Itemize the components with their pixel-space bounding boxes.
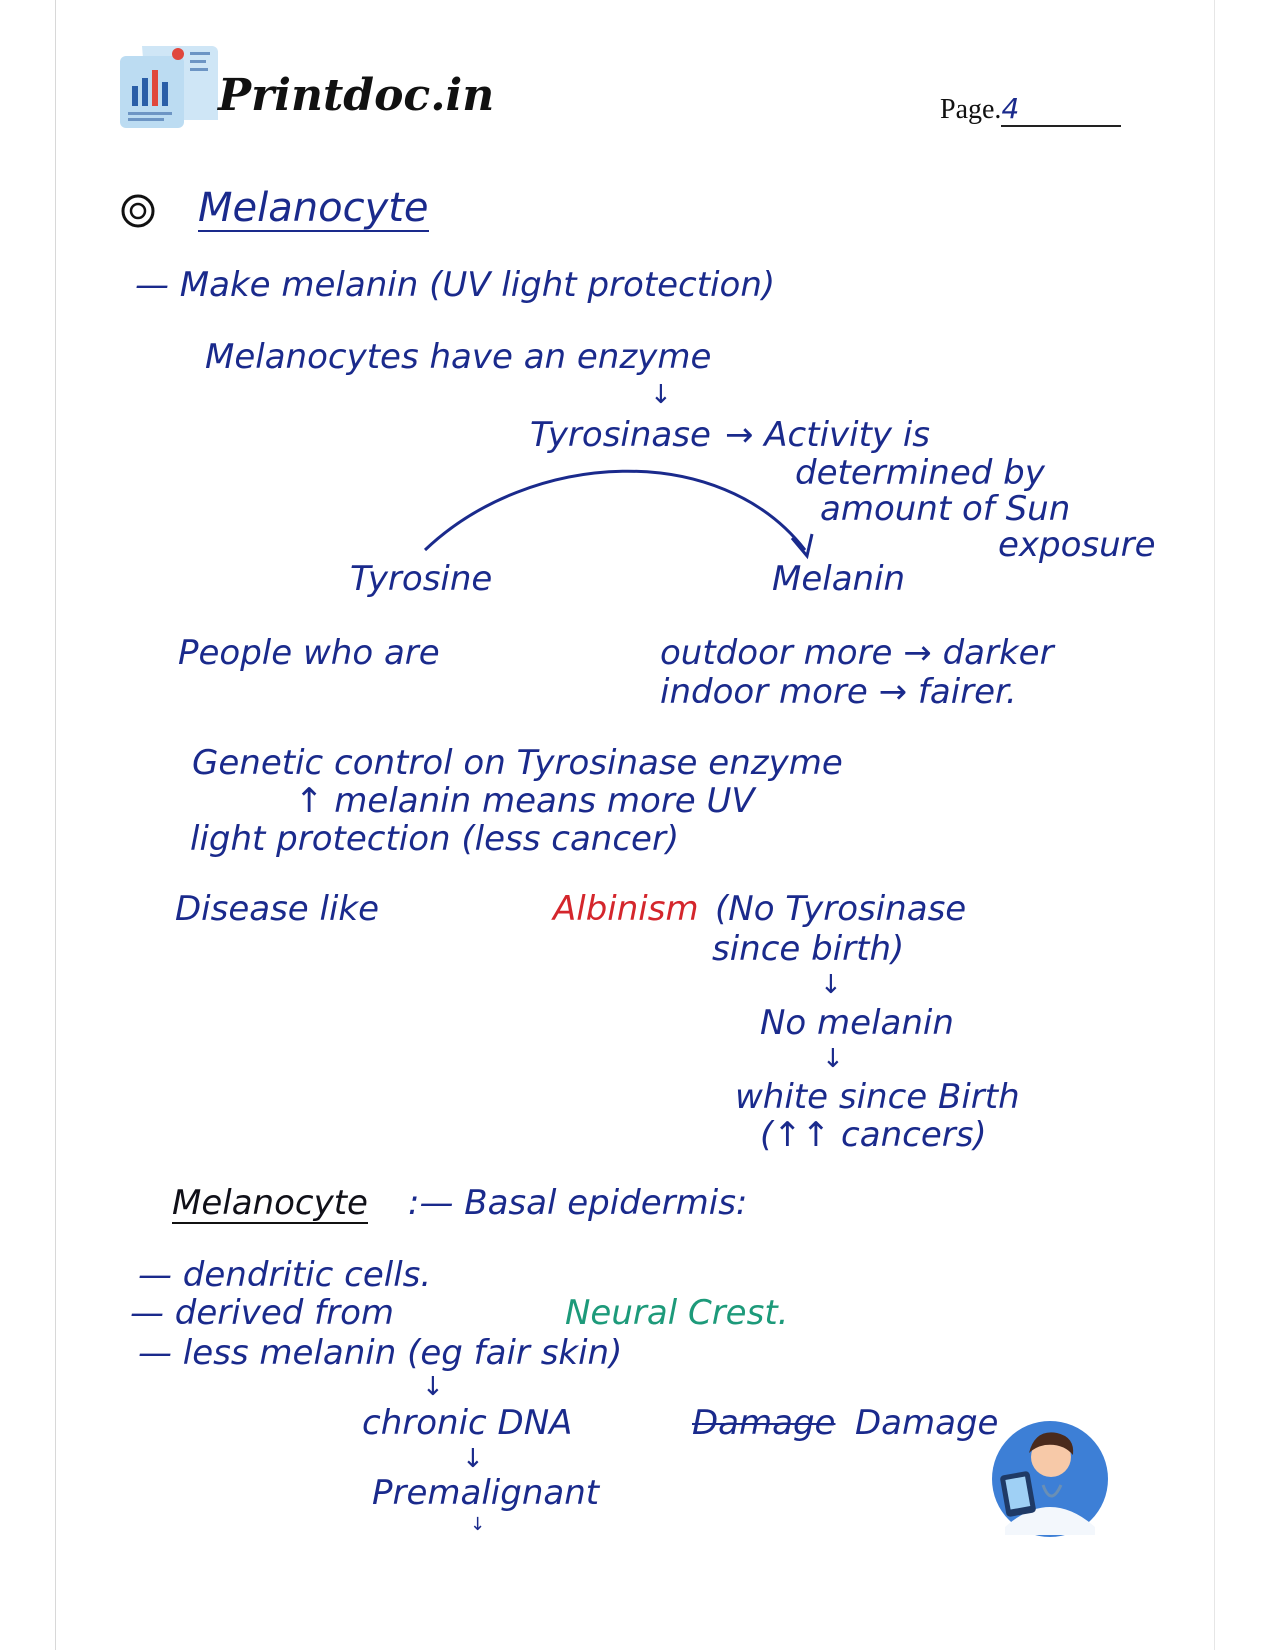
down-arrow-icon-4: ↓ [422,1372,444,1402]
down-arrow-icon-3: ↓ [822,1044,844,1074]
line-dendritic: — dendritic cells. [138,1255,432,1295]
line-genetic: Genetic control on Tyrosinase enzyme [192,743,843,783]
line-indoor: indoor more → fairer. [660,672,1017,712]
down-arrow-icon-2: ↓ [820,970,842,1000]
line-enzyme: Melanocytes have an enzyme [205,337,712,377]
subheading-melanocyte: Melanocyte [172,1183,368,1223]
line-since-birth: since birth) [712,929,905,969]
line-premalignant: Premalignant [372,1473,600,1513]
struck-word-damage: Damage [692,1403,836,1443]
line-basal: :— Basal epidermis: [408,1183,748,1223]
brand-name: Printdoc.in [218,70,495,121]
label-albinism: Albinism [553,889,699,929]
line-white: white since Birth [735,1077,1020,1117]
label-tyrosinase: Tyrosinase [530,415,711,455]
down-arrow-icon: ↓ [650,380,672,410]
line-cancers: (↑↑ cancers) [760,1115,987,1155]
section-heading: Melanocyte [198,185,429,231]
line-no-tyrosinase: (No Tyrosinase [715,889,967,929]
line-disease: Disease like [175,889,380,929]
line-activity: → Activity is [725,415,931,455]
line-light-protection: light protection (less cancer) [190,819,680,859]
line-make-melanin: — Make melanin (UV light protection) [135,265,776,305]
line-less-melanin: — less melanin (eg fair skin) [138,1333,623,1373]
line-melanin-means: ↑ melanin means more UV [295,781,755,821]
page-number: 4 [1001,92,1121,127]
down-arrow-icon-5: ↓ [462,1444,484,1474]
page-label-text: Page. [940,94,1002,125]
line-people: People who are [178,633,440,673]
line-exposure: exposure [998,525,1156,565]
doctor-mascot-icon [985,1415,1115,1540]
document-chart-icon [112,40,224,132]
line-determined: determined by [795,453,1045,493]
bullet-circle-icon [120,193,156,229]
line-outdoor: outdoor more → darker [660,633,1054,673]
label-tyrosine: Tyrosine [350,559,493,599]
line-damage: Damage [855,1403,999,1443]
label-melanin: Melanin [772,559,906,599]
line-no-melanin: No melanin [760,1003,954,1043]
line-amount: amount of Sun [820,489,1071,529]
down-arrow-icon-6: ↓ [470,1514,486,1535]
line-chronic: chronic DNA [362,1403,573,1443]
label-neural-crest: Neural Crest. [565,1293,789,1333]
line-derived: — derived from [130,1293,395,1333]
page-label [940,92,1121,127]
